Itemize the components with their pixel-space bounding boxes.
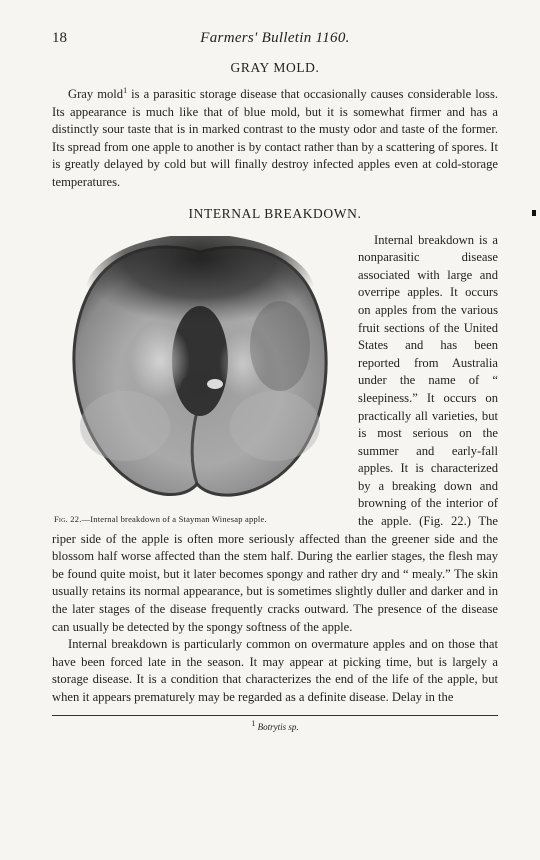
footnote-reference: 1 [123, 85, 128, 95]
footnote-text: Botrytis sp. [257, 721, 299, 732]
footnote-marker: 1 [251, 718, 256, 728]
footnote [52, 718, 498, 732]
paragraph-internal-breakdown-1: Internal breakdown is a nonparasitic disease associated with large and overripe apples. It occurs on apples from the various fruit sections of the United States and has been reported from Australia under the name of “ sleepiness.” It occurs on practically all varieties, but is most serious on the summer and early-fall apples. It is characterized by a breaking down and browning of the interior of the apple. (Fig. 22.) The riper side of the apple is often more seriously affected than the greener side and the blossom half worse affected than the stem half. During the earlier stages, the flesh may be found quite moist, but it later becomes spongy and rather dry and “ mealy.” The skin usually retains its normal appearance, but is sometimes slightly duller and darker and in the later stages of the disease frequently cracks outward. The presence of the disease can usually be detected by the spongy softness of the apple. [52, 232, 498, 634]
page-header [52, 28, 498, 50]
figure-22 [52, 236, 348, 524]
gray-mold-lead: Gray mold [68, 87, 124, 101]
running-title: Farmers' Bulletin 1160. [200, 30, 350, 46]
heading-gray-mold: GRAY MOLD. [230, 60, 320, 75]
apple-cross-section-image [65, 236, 335, 508]
heading-internal-breakdown: INTERNAL BREAKDOWN. [188, 205, 362, 221]
document-page [52, 28, 498, 732]
gray-mold-text: is a parasitic storage disease that occasionally causes considerable loss. Its appearance is much like that of blue mold, but it is somewhat firmer and has a distinctly sour taste that is in marked contrast to the musty odor and taste of the former. Its spread from one apple to another is by contact rather than by a scattering of spores. It is greatly delayed by cold but will finally destroy infected apples even at cold-storage temperatures. [52, 87, 498, 189]
footnote-divider [52, 715, 498, 716]
page-number: 18 [52, 30, 67, 46]
figure-caption [52, 514, 348, 524]
paragraph-gray-mold [52, 86, 498, 192]
figure-caption-text: —Internal breakdown of a Stayman Winesap apple. [81, 513, 267, 524]
edge-mark [532, 210, 536, 216]
figure-label: Fig. 22. [54, 513, 82, 524]
paragraph-internal-breakdown-2: Internal breakdown is particularly common on overmature apples and on those that have been forced late in the season. It may appear at picking time, but is largely a storage disease. It is a condition that characterizes the end of the life of the apple, but when it appears prematurely may be regarded as a definite disease. Delay in the [52, 637, 498, 704]
